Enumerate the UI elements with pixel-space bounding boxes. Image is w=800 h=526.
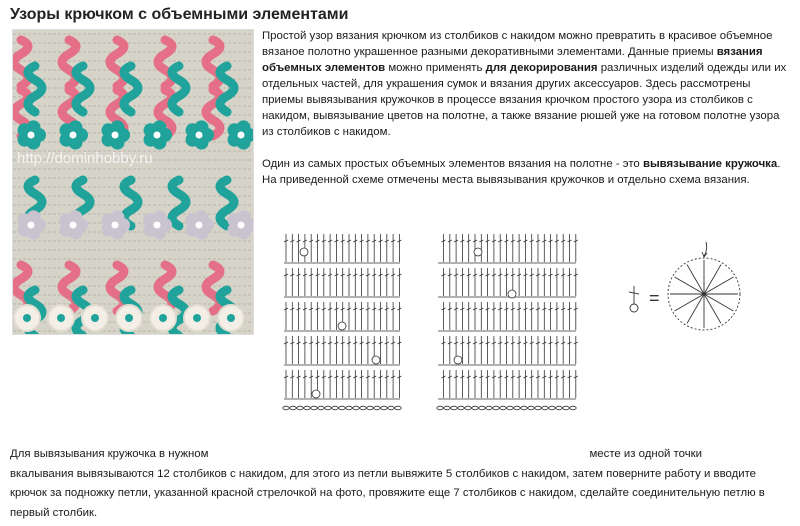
crochet-chart-drawing: [280, 222, 580, 422]
circle-motif-drawing: [622, 222, 742, 362]
intro-text-1: Простой узор вязания крючком из столбиков с накидом можно превратить в красивое объемное вязаное полотно украшенное разными декоративными элементами. Данные приемы: [262, 30, 773, 58]
photo-cream-circle-center: [193, 314, 201, 322]
photo-flower-petal: [26, 120, 40, 134]
crochet-photo: [12, 29, 254, 335]
chart-chain-stitch: [486, 406, 492, 410]
photo-flower-center: [28, 222, 35, 229]
bottom-text-2: месте из одной точки: [589, 448, 703, 460]
chart-chain-stitch: [514, 406, 520, 410]
photo-flower-petal: [68, 210, 82, 224]
chart-stitch-grid: [283, 234, 578, 410]
intro-bold-1: вязания объемных элементов: [262, 46, 763, 74]
photo-flower-center: [28, 132, 35, 139]
photo-flower-center: [154, 132, 161, 139]
chart-chain-stitch: [570, 406, 576, 410]
chart-chain-stitch: [388, 406, 394, 410]
photo-flower-center: [196, 132, 203, 139]
crochet-chart: [280, 222, 580, 422]
chart-chain-stitch: [472, 406, 478, 410]
chart-chain-stitch: [507, 406, 513, 410]
photo-flower-center: [112, 132, 119, 139]
chart-chain-stitch: [549, 406, 555, 410]
chart-chain-stitch: [521, 406, 527, 410]
chart-chain-stitch: [493, 406, 499, 410]
intro-paragraph: [262, 28, 792, 140]
bottom-paragraph: [10, 445, 790, 523]
motif-wheel: [668, 242, 740, 330]
chart-chain-stitch: [444, 406, 450, 410]
photo-flower-petal: [194, 210, 208, 224]
photo-cream-circle-center: [227, 314, 235, 322]
intro-bold-2: для декорирования: [485, 62, 598, 74]
chart-chain-stitch: [437, 406, 443, 410]
photo-cream-circle-center: [125, 314, 133, 322]
motif-equals-sign: =: [649, 288, 660, 308]
chart-chain-stitch: [528, 406, 534, 410]
chart-chain-stitch: [290, 406, 296, 410]
intro2-bold-1: вывязывание кружочка: [642, 158, 778, 170]
photo-flower: [228, 120, 253, 149]
photo-cream-circle-center: [91, 314, 99, 322]
page-title: Узоры крючком с объемными элементами: [10, 6, 349, 23]
intro-text-3: различных изделий одежды или их отдельных частей, для украшения сумок и вязания других аксессуаров. Здесь рассмотрены приемы вывязывания кружочков в процессе вязания крючком простого узора из столбиков с накидом, вывязывание цветов на полотне, а также вязание рюшей уже на готовом полотне узора из столбиков с накидом.: [262, 62, 787, 138]
intro2-text-2: . На приведенной схеме отмечены места вывязывания кружочков и отдельно схема вязания.: [262, 158, 781, 186]
chart-circle-marker: [454, 356, 462, 364]
photo-flower-petal: [110, 120, 124, 134]
chart-chain-stitch: [325, 406, 331, 410]
motif-symbol: [629, 286, 639, 312]
chart-chain-stitch: [451, 406, 457, 410]
chart-chain-stitch: [465, 406, 471, 410]
photo-flower-petal: [110, 210, 124, 224]
chart-chain-stitch: [283, 406, 289, 410]
chart-chain-stitch: [374, 406, 380, 410]
photo-flower: [228, 210, 253, 239]
photo-flower-petal: [236, 120, 250, 134]
circle-motif-diagram: [622, 222, 742, 362]
photo-cream-circle-center: [159, 314, 167, 322]
photo-flower-center: [70, 132, 77, 139]
photo-flower-center: [112, 222, 119, 229]
chart-chain-stitch: [339, 406, 345, 410]
chart-chain-stitch: [360, 406, 366, 410]
chart-circle-marker: [338, 322, 346, 330]
photo-flower-center: [196, 222, 203, 229]
chart-chain-stitch: [346, 406, 352, 410]
photo-flower-center: [238, 132, 245, 139]
chart-chain-stitch: [556, 406, 562, 410]
photo-flower-petal: [194, 120, 208, 134]
photo-cream-circle-center: [57, 314, 65, 322]
chart-chain-stitch: [311, 406, 317, 410]
photo-flower-petal: [68, 120, 82, 134]
chart-chain-stitch: [304, 406, 310, 410]
chart-chain-stitch: [395, 406, 401, 410]
chart-circle-marker: [474, 248, 482, 256]
chart-circle-marker: [508, 290, 516, 298]
intro-paragraph-2: [262, 156, 792, 188]
motif-symbol-loop: [630, 304, 638, 312]
chart-circle-marker: [300, 248, 308, 256]
chart-chain-stitch: [542, 406, 548, 410]
chart-chain-stitch: [500, 406, 506, 410]
chart-circle-marker: [372, 356, 380, 364]
chart-circle-marker: [312, 390, 320, 398]
photo-flower-petal: [26, 210, 40, 224]
photo-flower-petal: [152, 120, 166, 134]
photo-watermark: http://dominhobby.ru: [17, 150, 153, 167]
intro2-text-1: Один из самых простых объемных элементов вязания на полотне - это: [262, 158, 643, 170]
chart-chain-stitch: [479, 406, 485, 410]
chart-chain-stitch: [332, 406, 338, 410]
chart-chain-stitch: [458, 406, 464, 410]
chart-chain-stitch: [297, 406, 303, 410]
photo-flower-petal: [152, 210, 166, 224]
chart-chain-stitch: [367, 406, 373, 410]
photo-flower-center: [70, 222, 77, 229]
photo-flower-center: [238, 222, 245, 229]
chart-chain-stitch: [353, 406, 359, 410]
photo-flower-petal: [236, 210, 250, 224]
chart-chain-stitch: [563, 406, 569, 410]
bottom-text-3: вкалывания вывязываются 12 столбиков с накидом, для этого из петли вывяжите 5 столбиков с накидом, затем поверните работу и вводите крючок за подножку петли, указанной красной стрелочкой на фото, провяжите еще 7 столбиков с накидом, сделайте соединительную петлю в первый столбик.: [10, 467, 765, 519]
photo-flower-center: [154, 222, 161, 229]
crochet-photo-image: [13, 30, 253, 334]
chart-chain-stitch: [318, 406, 324, 410]
chart-chain-stitch: [381, 406, 387, 410]
intro-text-2: можно применять: [385, 62, 486, 74]
photo-cream-circle-center: [23, 314, 31, 322]
bottom-text-1: Для вывязывания кружочка в нужном: [10, 448, 209, 460]
chart-chain-stitch: [535, 406, 541, 410]
